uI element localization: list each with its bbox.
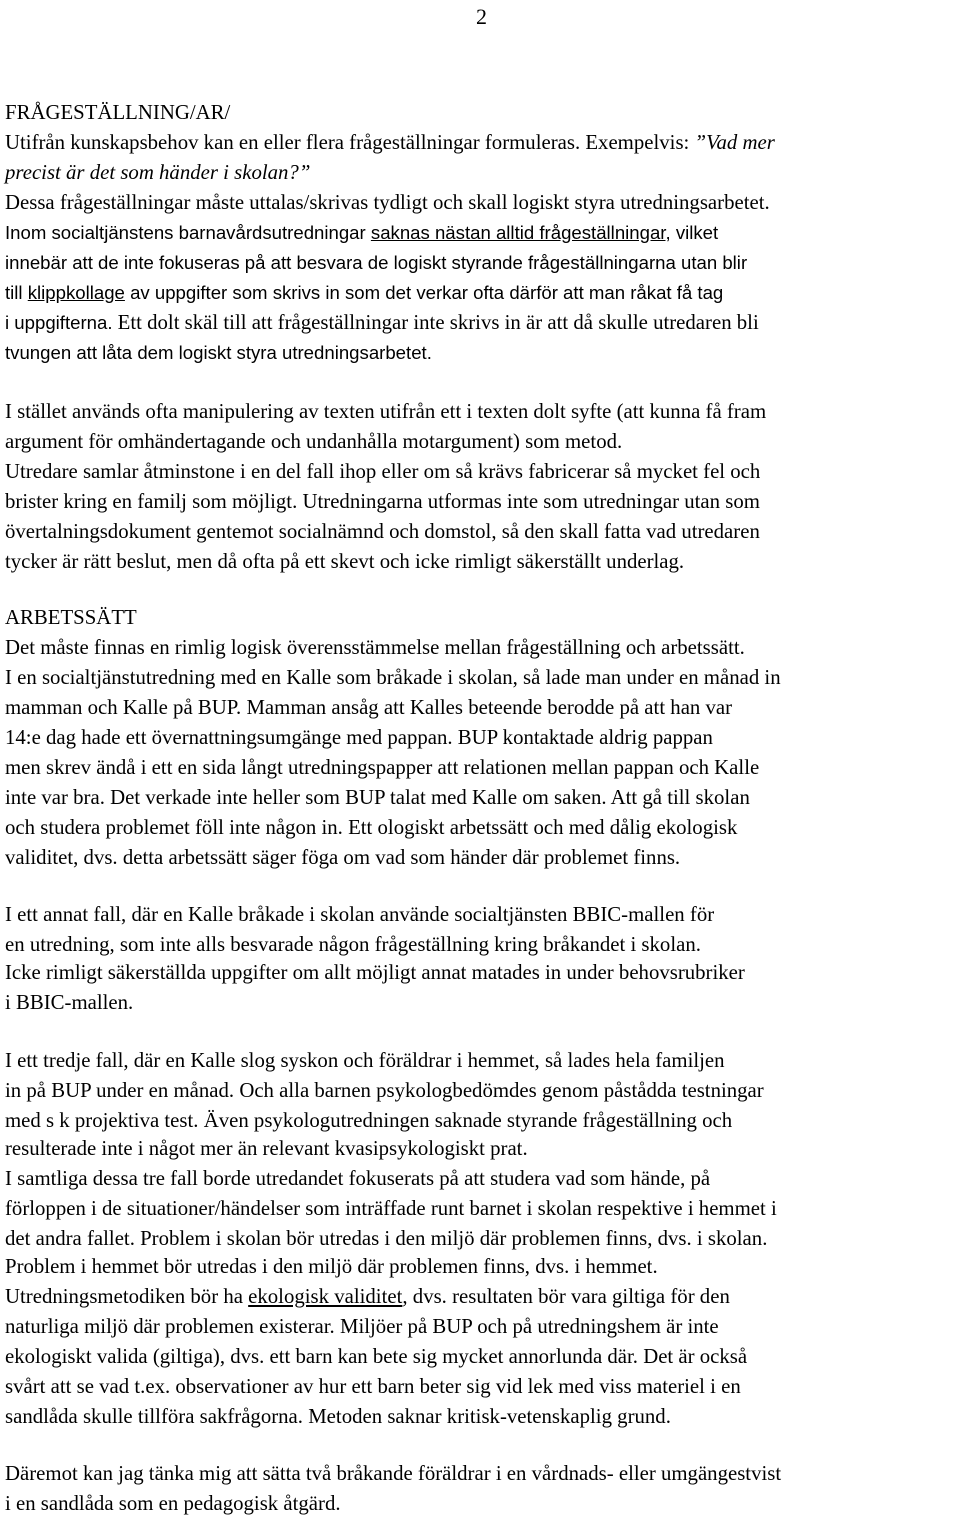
text-line [5, 250, 747, 277]
text-segment: resulterade inte i något mer än relevant kvasipsykologiskt prat. [5, 1137, 528, 1160]
text-segment: Och alla barnen psykologbedömdes genom påstådda testningar [239, 1079, 764, 1102]
text-segment: det andra fallet. [5, 1227, 141, 1250]
text-line [5, 990, 133, 1017]
text-line [5, 220, 718, 247]
text-line [5, 1491, 341, 1518]
text-line [5, 549, 684, 576]
text-segment: argument för omhändertagande och undanhålla motargument) som metod. [5, 430, 623, 453]
text-line [5, 845, 680, 872]
text-segment: men skrev ändå i ett en sida långt utredningspapper att relationen mellan pappan och Kalle [5, 756, 760, 779]
text-line [5, 1344, 747, 1371]
text-segment: brister kring en familj som möjligt. [5, 490, 303, 513]
text-segment: Utifrån kunskapsbehov kan en eller flera frågeställningar formuleras. Exempelvis: [5, 131, 695, 154]
text-segment: svårt att se vad t.ex. observationer av hur ett barn beter sig vid lek med viss materiel i en [5, 1375, 741, 1398]
text-segment: I en socialtjänstutredning med en Kalle som bråkade i skolan, så lade man under en månad in [5, 666, 781, 689]
text-line [5, 695, 732, 722]
text-line [5, 190, 770, 217]
text-segment: Utredare samlar åtminstone i en del fall ihop eller om så krävs fabricerar så mycket fel och [5, 460, 761, 483]
text-segment: en utredning, som inte alls besvarade någon frågeställning kring bråkandet i skolan. [5, 933, 701, 956]
underlined-phrase: klippkollage [27, 282, 125, 303]
text-segment: Metoden saknar kritisk-vetenskaplig grund. [308, 1405, 671, 1428]
text-line [5, 755, 759, 782]
text-segment: Det verkade inte heller som BUP talat med Kalle om saken. [110, 786, 611, 809]
text-line [5, 519, 760, 546]
text-segment: Miljöer på BUP och på utredningshem är inte [339, 1315, 719, 1338]
text-line [5, 100, 230, 127]
text-segment: övertalningsdokument gentemot socialnämnd och domstol, så den skall fatta vad utredaren [5, 520, 760, 543]
text-segment: I ett tredje fall, där en Kalle slog syskon och föräldrar i hemmet, så lades hela familjen [5, 1049, 725, 1072]
underlined-phrase: saknas nästan alltid frågeställningar [370, 222, 666, 243]
italic-phrase: ”Vad mer [694, 131, 775, 154]
text-segment: innebär att de inte fokuseras på att besvara de logiskt styrande frågeställningarna utan blir [5, 252, 748, 273]
text-segment: Även psykologutredningen saknade styrande frågeställning och [203, 1109, 733, 1132]
page-number: 2 [476, 4, 487, 29]
text-segment: i en sandlåda som en pedagogisk åtgärd. [5, 1492, 341, 1515]
text-segment: tvungen att låta dem logiskt styra utredningsarbetet. [5, 342, 432, 363]
text-line [5, 1136, 528, 1163]
italic-phrase: precist är det som händer i skolan?” [5, 161, 311, 184]
text-segment: ekologiskt valida (giltiga), dvs. ett barn kan bete sig mycket annorlunda där. [5, 1345, 644, 1368]
text-segment: I stället används ofta manipulering av texten utifrån ett i texten dolt syfte (att kunna få fram [5, 400, 767, 423]
text-segment: Utredningsmetodiken bör ha [5, 1285, 249, 1308]
text-segment: 14:e dag hade ett övernattningsumgänge med pappan. [5, 726, 458, 749]
text-segment: I ett annat fall, där en Kalle bråkade i skolan använde socialtjänsten BBIC-mallen för [5, 903, 715, 926]
text-line [5, 429, 622, 456]
text-segment: Ett dolt skäl till att frågeställningar inte skrivs in är att då skulle utredaren bli [117, 311, 759, 334]
text-segment: I samtliga dessa tre fall borde utredandet fokuserats på att studera vad som hände, på [5, 1167, 711, 1190]
text-segment: validitet, dvs. [5, 846, 123, 869]
text-segment: inte var bra. [5, 786, 111, 809]
text-segment: mamman och Kalle på BUP. [5, 696, 247, 719]
text-segment: Inom socialtjänstens barnavårdsutredningar [5, 222, 371, 243]
text-line [5, 932, 701, 959]
text-line [5, 1226, 767, 1253]
text-segment: Däremot kan jag tänka mig att sätta två bråkande föräldrar i en vårdnads- eller umgängestvist [5, 1462, 782, 1485]
text-segment: in på BUP under en månad. [5, 1079, 240, 1102]
text-segment: BUP kontaktade aldrig pappan [457, 726, 713, 749]
text-segment: Det måste finnas en rimlig logisk överensstämmelse mellan frågeställning och arbetssätt. [5, 636, 745, 659]
underlined-phrase: ekologisk validitet [248, 1285, 403, 1308]
text-line [5, 1461, 781, 1488]
text-line [5, 489, 760, 516]
text-segment: Icke rimligt säkerställda uppgifter om allt möjligt annat matades in under behovsrubriker [5, 961, 745, 984]
text-segment: ARBETSSÄTT [5, 606, 137, 629]
text-line [5, 635, 745, 662]
text-line [5, 902, 714, 929]
text-segment: Ett ologiskt arbetssätt och med dålig ekologisk [348, 816, 738, 839]
text-line [5, 399, 766, 426]
text-line [5, 1196, 777, 1223]
text-segment: Problem i skolan bör utredas i den miljö där problemen finns, dvs. i skolan. [140, 1227, 768, 1250]
text-segment: , dvs. resultaten bör vara giltiga för den [402, 1285, 730, 1308]
text-segment: till [5, 282, 28, 303]
text-segment: tycker är rätt beslut, men då ofta på ett skevt och icke rimligt säkerställt underlag. [5, 550, 685, 573]
text-segment: Det är också [643, 1345, 748, 1368]
text-line [5, 1284, 730, 1311]
text-segment: , vilket [665, 222, 719, 243]
text-segment: sandlåda skulle tillföra sakfrågorna. [5, 1405, 309, 1428]
text-segment: Utredningarna utformas inte som utredningar utan som [302, 490, 760, 513]
text-line [5, 310, 759, 337]
text-line [5, 1404, 671, 1431]
text-segment: med s k projektiva test. [5, 1109, 204, 1132]
text-line [5, 1166, 710, 1193]
text-line [5, 605, 137, 632]
text-line [5, 160, 310, 187]
text-line [5, 340, 432, 367]
text-segment: Mamman ansåg att Kalles beteende berodde på att han var [246, 696, 733, 719]
text-line [5, 1374, 741, 1401]
text-line [5, 1078, 764, 1105]
text-line [5, 1108, 732, 1135]
text-segment: Problem i hemmet bör utredas i den miljö där problemen finns, dvs. i hemmet. [5, 1255, 658, 1278]
text-segment: FRÅGESTÄLLNING/AR/ [5, 101, 231, 124]
text-segment: av uppgifter som skrivs in som det verkar ofta därför att man råkat få tag [124, 282, 724, 303]
text-segment: och studera problemet föll inte någon in. [5, 816, 349, 839]
text-line [5, 960, 745, 987]
text-line [5, 815, 737, 842]
text-line [5, 1048, 725, 1075]
text-line [5, 725, 713, 752]
text-segment: Att gå till skolan [610, 786, 750, 809]
text-segment: detta arbetssätt säger föga om vad som händer där problemet finns. [122, 846, 681, 869]
text-segment: förloppen i de situationer/händelser som inträffade runt barnet i skolan respektive i hemmet i [5, 1197, 777, 1220]
text-segment: naturliga miljö där problemen existerar. [5, 1315, 340, 1338]
text-segment: i BBIC-mallen. [5, 991, 134, 1014]
text-segment: Dessa frågeställningar måste uttalas/skrivas tydligt och skall logiskt styra utredningsarbetet. [5, 191, 770, 214]
text-line [5, 130, 775, 157]
text-segment: i uppgifterna. [5, 312, 118, 333]
text-line [5, 785, 750, 812]
text-line [5, 1314, 719, 1341]
text-line [5, 1254, 658, 1281]
text-line [5, 665, 781, 692]
text-line [5, 459, 760, 486]
text-line [5, 280, 723, 307]
